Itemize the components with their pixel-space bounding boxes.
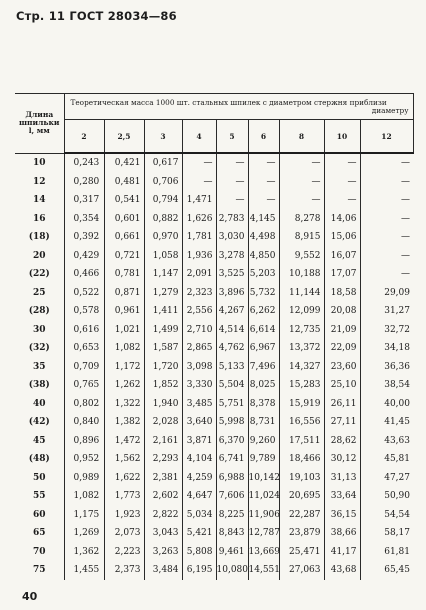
mass-value-cell: 5,504 <box>216 376 248 395</box>
mass-value-cell: 1,021 <box>104 321 144 340</box>
length-cell: (32) <box>28 343 50 354</box>
length-cell: 45 <box>32 435 46 446</box>
mass-value-cell: 0,871 <box>104 284 144 303</box>
diameter-header-cell: 4 <box>182 120 216 154</box>
mass-value-cell: 2,073 <box>104 524 144 543</box>
mass-value-cell: 2,091 <box>182 265 216 284</box>
mass-value-cell: 6,967 <box>248 339 279 358</box>
mass-value-cell: 6,262 <box>248 302 279 321</box>
table-row <box>15 284 413 303</box>
mass-value-cell: 5,751 <box>216 395 248 414</box>
mass-value-cell: 5,808 <box>182 543 216 562</box>
mass-value-cell: 3,485 <box>182 395 216 414</box>
mass-value-cell: 14,06 <box>324 210 360 229</box>
mass-value-cell: 27,063 <box>279 561 324 580</box>
mass-value-cell: 1,082 <box>64 487 104 506</box>
diameter-header-cell: 2,5 <box>104 120 144 154</box>
table-title-header <box>64 94 413 120</box>
diameter-header-cell: 6 <box>248 120 279 154</box>
mass-value-cell: 11,024 <box>248 487 279 506</box>
mass-value-cell: 20,08 <box>324 302 360 321</box>
mass-value-cell: 0,481 <box>104 173 144 192</box>
mass-value-cell: 2,710 <box>182 321 216 340</box>
table-row <box>15 191 413 210</box>
table-row <box>15 153 413 173</box>
mass-value-cell: — <box>324 153 360 173</box>
mass-value-cell: — <box>248 153 279 173</box>
mass-value-cell: 50,90 <box>360 487 413 506</box>
diameter-header-cell: 2 <box>64 120 104 154</box>
mass-value-cell: 2,783 <box>216 210 248 229</box>
mass-value-cell: 5,732 <box>248 284 279 303</box>
length-cell: 16 <box>32 213 46 224</box>
mass-value-cell: 0,970 <box>144 228 182 247</box>
mass-value-cell: 11,144 <box>279 284 324 303</box>
mass-value-cell: 19,103 <box>279 469 324 488</box>
mass-value-cell: 5,998 <box>216 413 248 432</box>
mass-value-cell: 0,896 <box>64 432 104 451</box>
mass-value-cell: 28,62 <box>324 432 360 451</box>
mass-value-cell: 2,223 <box>104 543 144 562</box>
length-cell: 10 <box>32 158 46 168</box>
diameter-header-cell: 3 <box>144 120 182 154</box>
table-row <box>15 358 413 377</box>
mass-value-cell: 1,262 <box>104 376 144 395</box>
mass-value-cell: 31,27 <box>360 302 413 321</box>
table-row <box>15 395 413 414</box>
mass-value-cell: 1,322 <box>104 395 144 414</box>
mass-table <box>15 93 414 580</box>
mass-value-cell: 22,287 <box>279 506 324 525</box>
length-cell: (18) <box>28 232 50 243</box>
mass-value-cell: 1,058 <box>144 247 182 266</box>
table-row <box>15 432 413 451</box>
mass-value-cell: 14,551 <box>248 561 279 580</box>
mass-value-cell: 0,840 <box>64 413 104 432</box>
mass-value-cell: 4,145 <box>248 210 279 229</box>
mass-value-cell: 5,034 <box>182 506 216 525</box>
mass-value-cell: 1,382 <box>104 413 144 432</box>
mass-value-cell: 4,647 <box>182 487 216 506</box>
mass-value-cell: 0,721 <box>104 247 144 266</box>
mass-value-cell: 9,552 <box>279 247 324 266</box>
mass-value-cell: 45,81 <box>360 450 413 469</box>
mass-value-cell: 1,622 <box>104 469 144 488</box>
mass-value-cell: 1,279 <box>144 284 182 303</box>
mass-value-cell: 4,498 <box>248 228 279 247</box>
mass-value-cell: 5,421 <box>182 524 216 543</box>
length-cell: 25 <box>32 287 46 298</box>
length-cell: (48) <box>28 454 50 465</box>
diameter-header-cell: 10 <box>324 120 360 154</box>
mass-value-cell: 34,18 <box>360 339 413 358</box>
mass-value-cell: 0,578 <box>64 302 104 321</box>
mass-value-cell: 0,354 <box>64 210 104 229</box>
mass-value-cell: 8,843 <box>216 524 248 543</box>
table-row <box>15 469 413 488</box>
mass-value-cell: 17,511 <box>279 432 324 451</box>
mass-value-cell: 3,871 <box>182 432 216 451</box>
mass-value-cell: 0,466 <box>64 265 104 284</box>
mass-value-cell: — <box>360 153 413 173</box>
table-body <box>15 153 413 580</box>
mass-value-cell: 15,283 <box>279 376 324 395</box>
mass-value-cell: 14,327 <box>279 358 324 377</box>
page-number: 40 <box>22 590 38 603</box>
mass-table-container <box>15 93 413 580</box>
mass-value-cell: — <box>182 153 216 173</box>
table-row <box>15 450 413 469</box>
length-cell: 40 <box>32 398 46 409</box>
mass-value-cell: 10,188 <box>279 265 324 284</box>
mass-value-cell: 58,17 <box>360 524 413 543</box>
mass-value-cell: 3,525 <box>216 265 248 284</box>
mass-value-cell: 0,392 <box>64 228 104 247</box>
mass-value-cell: 1,720 <box>144 358 182 377</box>
mass-value-cell: 9,461 <box>216 543 248 562</box>
length-cell: 14 <box>32 195 46 206</box>
mass-value-cell: 10,142 <box>248 469 279 488</box>
mass-value-cell: — <box>216 153 248 173</box>
mass-value-cell: 3,030 <box>216 228 248 247</box>
mass-value-cell: 5,133 <box>216 358 248 377</box>
mass-value-cell: 0,794 <box>144 191 182 210</box>
table-row <box>15 376 413 395</box>
mass-value-cell: 3,896 <box>216 284 248 303</box>
mass-value-cell: 1,175 <box>64 506 104 525</box>
mass-value-cell: — <box>360 228 413 247</box>
mass-value-cell: 5,203 <box>248 265 279 284</box>
mass-value-cell: — <box>324 173 360 192</box>
mass-value-cell: 7,496 <box>248 358 279 377</box>
mass-value-cell: 12,735 <box>279 321 324 340</box>
table-title-line-1: Теоретическая масса 1000 шт. стальных шпилек с диаметром стержня приблизи <box>70 97 387 107</box>
length-cell: 30 <box>32 324 46 335</box>
mass-value-cell: 43,68 <box>324 561 360 580</box>
mass-value-cell: 4,104 <box>182 450 216 469</box>
mass-value-cell: 1,362 <box>64 543 104 562</box>
diameter-header-cell: 8 <box>279 120 324 154</box>
mass-value-cell: 0,617 <box>144 153 182 173</box>
mass-value-cell: 16,07 <box>324 247 360 266</box>
mass-value-cell: 8,225 <box>216 506 248 525</box>
mass-value-cell: 0,706 <box>144 173 182 192</box>
mass-value-cell: 4,259 <box>182 469 216 488</box>
mass-value-cell: 0,709 <box>64 358 104 377</box>
mass-value-cell: 26,11 <box>324 395 360 414</box>
diameter-header-cell: 12 <box>360 120 413 154</box>
mass-value-cell: 4,267 <box>216 302 248 321</box>
mass-value-cell: 15,919 <box>279 395 324 414</box>
mass-value-cell: 6,370 <box>216 432 248 451</box>
mass-value-cell: 0,429 <box>64 247 104 266</box>
length-cell: 65 <box>32 528 46 539</box>
length-cell: 12 <box>32 176 46 187</box>
mass-value-cell: — <box>248 173 279 192</box>
mass-value-cell: 38,54 <box>360 376 413 395</box>
mass-value-cell: 18,58 <box>324 284 360 303</box>
length-cell: (22) <box>28 269 50 280</box>
mass-value-cell: 8,278 <box>279 210 324 229</box>
table-row <box>15 561 413 580</box>
mass-value-cell: 1,781 <box>182 228 216 247</box>
mass-value-cell: 4,514 <box>216 321 248 340</box>
mass-value-cell: 0,616 <box>64 321 104 340</box>
mass-value-cell: 0,882 <box>144 210 182 229</box>
mass-value-cell: 54,54 <box>360 506 413 525</box>
mass-value-cell: 38,66 <box>324 524 360 543</box>
mass-value-cell: 41,17 <box>324 543 360 562</box>
mass-value-cell: — <box>182 173 216 192</box>
mass-value-cell: 31,13 <box>324 469 360 488</box>
mass-value-cell: 6,988 <box>216 469 248 488</box>
mass-value-cell: — <box>360 265 413 284</box>
mass-value-cell: 9,789 <box>248 450 279 469</box>
length-cell: 70 <box>32 546 46 557</box>
mass-value-cell: 13,669 <box>248 543 279 562</box>
mass-value-cell: 1,923 <box>104 506 144 525</box>
mass-value-cell: 11,906 <box>248 506 279 525</box>
mass-value-cell: 6,614 <box>248 321 279 340</box>
mass-value-cell: 3,640 <box>182 413 216 432</box>
mass-value-cell: 65,45 <box>360 561 413 580</box>
mass-value-cell: 61,81 <box>360 543 413 562</box>
mass-value-cell: 40,00 <box>360 395 413 414</box>
mass-value-cell: 0,802 <box>64 395 104 414</box>
mass-value-cell: 33,64 <box>324 487 360 506</box>
mass-value-cell: — <box>360 173 413 192</box>
mass-value-cell: — <box>324 191 360 210</box>
mass-value-cell: 2,602 <box>144 487 182 506</box>
length-cell: 50 <box>32 472 46 483</box>
mass-value-cell: 13,372 <box>279 339 324 358</box>
mass-value-cell: 0,781 <box>104 265 144 284</box>
table-row <box>15 487 413 506</box>
table-row <box>15 302 413 321</box>
mass-value-cell: 2,381 <box>144 469 182 488</box>
mass-value-cell: 30,12 <box>324 450 360 469</box>
length-cell: (28) <box>28 306 50 317</box>
mass-value-cell: 0,243 <box>64 153 104 173</box>
mass-value-cell: 1,172 <box>104 358 144 377</box>
mass-value-cell: 0,522 <box>64 284 104 303</box>
mass-value-cell: 47,27 <box>360 469 413 488</box>
mass-value-cell: 36,36 <box>360 358 413 377</box>
mass-value-cell: 1,147 <box>144 265 182 284</box>
mass-value-cell: 1,940 <box>144 395 182 414</box>
mass-value-cell: 2,373 <box>104 561 144 580</box>
mass-value-cell: 0,601 <box>104 210 144 229</box>
mass-value-cell: — <box>279 191 324 210</box>
length-cell: 35 <box>32 361 46 372</box>
mass-value-cell: 1,472 <box>104 432 144 451</box>
diameter-header-cell: 5 <box>216 120 248 154</box>
mass-value-cell: 25,10 <box>324 376 360 395</box>
mass-value-cell: 29,09 <box>360 284 413 303</box>
mass-value-cell: 6,741 <box>216 450 248 469</box>
length-cell: 75 <box>32 565 46 576</box>
mass-value-cell: 0,280 <box>64 173 104 192</box>
mass-value-cell: 1,082 <box>104 339 144 358</box>
table-row <box>15 228 413 247</box>
mass-value-cell: 4,762 <box>216 339 248 358</box>
mass-value-cell: 12,787 <box>248 524 279 543</box>
mass-value-cell: 1,269 <box>64 524 104 543</box>
length-cell: (38) <box>28 380 50 391</box>
mass-value-cell: 10,080 <box>216 561 248 580</box>
mass-value-cell: 0,541 <box>104 191 144 210</box>
table-row <box>15 247 413 266</box>
length-cell: (42) <box>28 417 50 428</box>
mass-value-cell: 4,850 <box>248 247 279 266</box>
mass-value-cell: 3,098 <box>182 358 216 377</box>
mass-value-cell: — <box>216 173 248 192</box>
mass-value-cell: — <box>360 210 413 229</box>
mass-value-cell: 17,07 <box>324 265 360 284</box>
mass-value-cell: 9,260 <box>248 432 279 451</box>
page-header: Стр. 11 ГОСТ 28034—86 <box>16 9 177 23</box>
mass-value-cell: 3,263 <box>144 543 182 562</box>
mass-value-cell: 22,09 <box>324 339 360 358</box>
mass-value-cell: 41,45 <box>360 413 413 432</box>
mass-value-cell: 1,587 <box>144 339 182 358</box>
table-row <box>15 321 413 340</box>
table-row <box>15 339 413 358</box>
mass-value-cell: — <box>279 153 324 173</box>
mass-value-cell: 15,06 <box>324 228 360 247</box>
mass-value-cell: 0,961 <box>104 302 144 321</box>
mass-value-cell: 2,822 <box>144 506 182 525</box>
mass-value-cell: 8,025 <box>248 376 279 395</box>
mass-value-cell: 1,626 <box>182 210 216 229</box>
mass-value-cell: — <box>216 191 248 210</box>
mass-value-cell: 32,72 <box>360 321 413 340</box>
mass-value-cell: 1,936 <box>182 247 216 266</box>
mass-value-cell: 7,606 <box>216 487 248 506</box>
mass-value-cell: 2,865 <box>182 339 216 358</box>
mass-value-cell: 1,499 <box>144 321 182 340</box>
mass-value-cell: 1,773 <box>104 487 144 506</box>
table-row <box>15 210 413 229</box>
mass-value-cell: 0,989 <box>64 469 104 488</box>
length-cell: 20 <box>32 250 46 261</box>
mass-value-cell: 1,455 <box>64 561 104 580</box>
table-row <box>15 524 413 543</box>
mass-value-cell: 2,293 <box>144 450 182 469</box>
mass-value-cell: — <box>360 247 413 266</box>
diameter-header-row <box>15 120 413 154</box>
mass-value-cell: 36,15 <box>324 506 360 525</box>
mass-value-cell: — <box>279 173 324 192</box>
mass-value-cell: 3,330 <box>182 376 216 395</box>
mass-value-cell: 8,915 <box>279 228 324 247</box>
mass-value-cell: 8,378 <box>248 395 279 414</box>
mass-value-cell: 0,765 <box>64 376 104 395</box>
mass-value-cell: 43,63 <box>360 432 413 451</box>
mass-value-cell: — <box>360 191 413 210</box>
mass-value-cell: 12,099 <box>279 302 324 321</box>
mass-value-cell: 27,11 <box>324 413 360 432</box>
mass-value-cell: 0,421 <box>104 153 144 173</box>
mass-value-cell: 0,653 <box>64 339 104 358</box>
table-row <box>15 265 413 284</box>
mass-value-cell: 0,952 <box>64 450 104 469</box>
table-row <box>15 173 413 192</box>
mass-value-cell: 2,161 <box>144 432 182 451</box>
mass-value-cell: 1,562 <box>104 450 144 469</box>
mass-value-cell: 1,852 <box>144 376 182 395</box>
table-row <box>15 506 413 525</box>
mass-value-cell: 8,731 <box>248 413 279 432</box>
mass-value-cell: 25,471 <box>279 543 324 562</box>
length-column-header: Длина шпильки l, мм <box>15 94 64 154</box>
mass-value-cell: 3,278 <box>216 247 248 266</box>
mass-value-cell: 2,556 <box>182 302 216 321</box>
length-cell: 55 <box>32 491 46 502</box>
mass-value-cell: 2,028 <box>144 413 182 432</box>
mass-value-cell: 20,695 <box>279 487 324 506</box>
mass-value-cell: 23,60 <box>324 358 360 377</box>
mass-value-cell: 21,09 <box>324 321 360 340</box>
mass-value-cell: 6,195 <box>182 561 216 580</box>
mass-value-cell: 1,411 <box>144 302 182 321</box>
mass-value-cell: 3,484 <box>144 561 182 580</box>
mass-value-cell: 16,556 <box>279 413 324 432</box>
table-row <box>15 413 413 432</box>
mass-value-cell: 18,466 <box>279 450 324 469</box>
length-cell: 60 <box>32 509 46 520</box>
table-row <box>15 543 413 562</box>
mass-value-cell: 0,661 <box>104 228 144 247</box>
table-title-line-2: диаметру <box>371 106 409 115</box>
mass-value-cell: 3,043 <box>144 524 182 543</box>
mass-value-cell: 1,471 <box>182 191 216 210</box>
mass-value-cell: 0,317 <box>64 191 104 210</box>
mass-value-cell: 23,879 <box>279 524 324 543</box>
mass-value-cell: 2,323 <box>182 284 216 303</box>
mass-value-cell: — <box>248 191 279 210</box>
